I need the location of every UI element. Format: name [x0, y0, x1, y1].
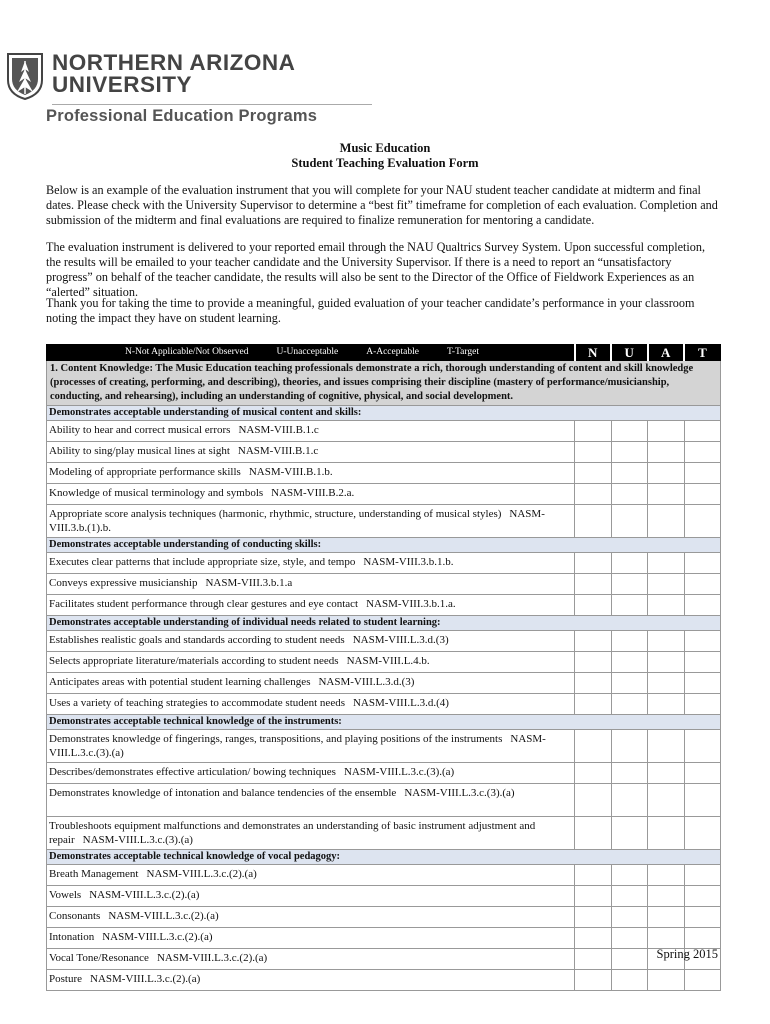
rating-cell-t[interactable]: [684, 673, 721, 694]
rating-cell-t[interactable]: [684, 784, 721, 817]
nasm-code: NASM-VIII.L.3.c.(3).(a): [49, 733, 546, 759]
rating-cell-n[interactable]: [575, 463, 612, 484]
rating-cell-a[interactable]: [648, 421, 685, 442]
rating-cell-t[interactable]: [684, 763, 721, 784]
rating-cell-u[interactable]: [611, 763, 648, 784]
rating-cell-u[interactable]: [611, 949, 648, 970]
criterion-text: Vowels: [49, 889, 82, 901]
rating-cell-a[interactable]: [648, 574, 685, 595]
delivery-paragraph: The evaluation instrument is delivered to your reported email through the NAU Qualtrics Survey System. Upon successful completion, the results will be emailed to your teacher candidate and the University Supervisor. If there is a need to report an “unsatisfactory progress” on behalf of the teacher candidate, the results will also be sent to the Director of the Office of Fieldwork Experiences as an “alerted” situation.: [46, 240, 705, 299]
criterion-row: [47, 865, 721, 886]
criterion-text: Ability to hear and correct musical errors: [49, 424, 231, 436]
section-heading-row: [47, 850, 721, 865]
rating-cell-a[interactable]: [648, 442, 685, 463]
rating-cell-u[interactable]: [611, 694, 648, 715]
rating-cell-a[interactable]: [648, 673, 685, 694]
rating-cell-t[interactable]: [684, 970, 721, 991]
rating-cell-t[interactable]: [684, 730, 721, 763]
criterion-row: [47, 484, 721, 505]
rating-cell-a[interactable]: [648, 553, 685, 574]
nasm-code: NASM-VIII.L.3.d.(3): [352, 634, 449, 646]
criterion-text: Vocal Tone/Resonance: [49, 952, 149, 964]
rating-cell-u[interactable]: [611, 865, 648, 886]
nasm-code: NASM-VIII.L.3.c.(2).(a): [89, 889, 200, 901]
criterion-text: Executes clear patterns that include appropriate size, style, and tempo: [49, 556, 356, 568]
column-t: T: [684, 345, 721, 361]
criterion-text: Appropriate score analysis techniques (harmonic, rhythmic, structure, understanding of musical styles): [49, 508, 502, 520]
column-n: N: [575, 345, 612, 361]
legend-t: T-Target: [446, 347, 480, 357]
rating-cell-n[interactable]: [575, 784, 612, 817]
rating-cell-n[interactable]: [575, 652, 612, 673]
section-heading-row: [47, 715, 721, 730]
rating-cell-t[interactable]: [684, 652, 721, 673]
rating-cell-u[interactable]: [611, 484, 648, 505]
footer-term: Spring 2015: [656, 947, 718, 961]
criterion-text: Describes/demonstrates effective articulation/ bowing techniques: [49, 766, 336, 778]
rating-cell-n[interactable]: [575, 484, 612, 505]
section-heading-row: [47, 616, 721, 631]
rating-cell-u[interactable]: [611, 907, 648, 928]
criterion-text: Anticipates areas with potential student learning challenges: [49, 676, 311, 688]
nasm-code: NASM-VIII.L.4.b.: [346, 655, 430, 667]
rating-cell-t[interactable]: [684, 484, 721, 505]
rating-cell-u[interactable]: [611, 817, 648, 850]
nau-shield-icon: [6, 52, 44, 100]
criterion-row: [47, 784, 721, 817]
criterion-description: [47, 484, 575, 505]
criterion-description: [47, 595, 575, 616]
evaluation-table: [46, 344, 721, 991]
criterion-text: Demonstrates knowledge of intonation and balance tendencies of the ensemble: [49, 787, 397, 799]
rating-cell-t[interactable]: [684, 421, 721, 442]
university-name-line2: UNIVERSITY: [52, 72, 193, 97]
nasm-code: NASM-VIII.L.3.c.(2).(a): [102, 931, 213, 943]
criterion-row: [47, 574, 721, 595]
university-name-line1: NORTHERN ARIZONA: [52, 50, 296, 75]
rating-cell-t[interactable]: [684, 928, 721, 949]
nasm-code: NASM-VIII.L.3.d.(4): [352, 697, 449, 709]
rating-cell-n[interactable]: [575, 595, 612, 616]
rating-cell-u[interactable]: [611, 631, 648, 652]
criterion-text: Selects appropriate literature/materials according to student needs: [49, 655, 339, 667]
rating-cell-u[interactable]: [611, 574, 648, 595]
criterion-row: [47, 730, 721, 763]
rating-cell-n[interactable]: [575, 865, 612, 886]
criterion-description: [47, 970, 575, 991]
rating-cell-t[interactable]: [684, 886, 721, 907]
rating-cell-u[interactable]: [611, 886, 648, 907]
criterion-row: [47, 970, 721, 991]
column-u: U: [611, 345, 648, 361]
criterion-description: [47, 907, 575, 928]
criterion-text: Uses a variety of teaching strategies to accommodate student needs: [49, 697, 345, 709]
criterion-text: Facilitates student performance through clear gestures and eye contact: [49, 598, 359, 610]
rating-cell-u[interactable]: [611, 928, 648, 949]
rating-cell-n[interactable]: [575, 817, 612, 850]
rating-cell-a[interactable]: [648, 865, 685, 886]
criterion-row: [47, 553, 721, 574]
section-heading: Demonstrates acceptable technical knowledge of vocal pedagogy:: [47, 850, 721, 865]
criterion-text: Conveys expressive musicianship: [49, 577, 198, 589]
rating-cell-u[interactable]: [611, 652, 648, 673]
rating-cell-a[interactable]: [648, 730, 685, 763]
criterion-description: [47, 631, 575, 652]
rating-cell-u[interactable]: [611, 553, 648, 574]
criterion-description: [47, 865, 575, 886]
criterion-text: Breath Management: [49, 868, 139, 880]
nasm-code: NASM-VIII.3.b.(1).b.: [49, 508, 545, 534]
rating-cell-n[interactable]: [575, 730, 612, 763]
nasm-code: NASM-VIII.B.2.a.: [271, 487, 355, 499]
rating-cell-u[interactable]: [611, 505, 648, 538]
legend-n: N-Not Applicable/Not Observed: [125, 347, 249, 357]
criterion-row: [47, 928, 721, 949]
rating-cell-n[interactable]: [575, 886, 612, 907]
criterion-text: Demonstrates knowledge of fingerings, ranges, transpositions, and playing positions of the instruments: [49, 733, 503, 745]
rating-cell-n[interactable]: [575, 631, 612, 652]
program-name: Professional Education Programs: [46, 107, 318, 125]
nasm-code: NASM-VIII.3.b.1.a: [205, 577, 293, 589]
nasm-code: NASM-VIII.L.3.c.(3).(a): [343, 766, 455, 778]
criterion-row: [47, 595, 721, 616]
rating-cell-n[interactable]: [575, 907, 612, 928]
rating-cell-n[interactable]: [575, 421, 612, 442]
rating-cell-a[interactable]: [648, 817, 685, 850]
rating-cell-a[interactable]: [648, 595, 685, 616]
rating-legend: [47, 345, 575, 361]
rating-cell-n[interactable]: [575, 970, 612, 991]
rating-cell-n[interactable]: [575, 949, 612, 970]
criterion-row: [47, 886, 721, 907]
section-heading: Demonstrates acceptable understanding of individual needs related to student learning:: [47, 616, 721, 631]
criterion-description: [47, 673, 575, 694]
criterion-description: [47, 652, 575, 673]
thanks-paragraph: Thank you for taking the time to provide a meaningful, guided evaluation of your teacher candidate’s performance in your classroom noting the impact they have on student learning.: [46, 296, 695, 325]
rating-cell-u[interactable]: [611, 784, 648, 817]
rating-cell-n[interactable]: [575, 442, 612, 463]
criterion-description: [47, 949, 575, 970]
criterion-row: [47, 505, 721, 538]
rating-cell-n[interactable]: [575, 694, 612, 715]
rating-cell-a[interactable]: [648, 463, 685, 484]
rating-cell-t[interactable]: [684, 907, 721, 928]
criterion-description: [47, 730, 575, 763]
criterion-row: [47, 463, 721, 484]
rating-cell-t[interactable]: [684, 553, 721, 574]
nasm-code: NASM-VIII.L.3.c.(2).(a): [156, 952, 268, 964]
rating-cell-a[interactable]: [648, 652, 685, 673]
rating-cell-u[interactable]: [611, 673, 648, 694]
nasm-code: NASM-VIII.B.1.c: [237, 445, 319, 457]
section-heading: Demonstrates acceptable understanding of musical content and skills:: [47, 406, 721, 421]
criterion-row: [47, 652, 721, 673]
rating-cell-t[interactable]: [684, 595, 721, 616]
nasm-code: NASM-VIII.L.3.c.(3).(a): [404, 787, 515, 799]
rating-cell-t[interactable]: [684, 463, 721, 484]
form-title-line1: Music Education: [339, 141, 431, 155]
section-heading: Demonstrates acceptable understanding of conducting skills:: [47, 538, 721, 553]
section-heading-row: [47, 406, 721, 421]
rating-cell-n[interactable]: [575, 553, 612, 574]
nasm-code: NASM-VIII.L.3.c.(2).(a): [146, 868, 257, 880]
criterion-row: [47, 673, 721, 694]
criterion-row: [47, 817, 721, 850]
rating-cell-n[interactable]: [575, 574, 612, 595]
rating-cell-a[interactable]: [648, 505, 685, 538]
nasm-code: NASM-VIII.L.3.c.(3).(a): [82, 834, 193, 846]
criterion-text: Establishes realistic goals and standards according to student needs: [49, 634, 345, 646]
nau-logo: [6, 50, 376, 130]
rating-cell-a[interactable]: [648, 631, 685, 652]
criterion-row: [47, 421, 721, 442]
rating-cell-n[interactable]: [575, 673, 612, 694]
rating-cell-a[interactable]: [648, 928, 685, 949]
rating-cell-a[interactable]: [648, 784, 685, 817]
rating-cell-a[interactable]: [648, 694, 685, 715]
rating-cell-t[interactable]: [684, 694, 721, 715]
rating-cell-t[interactable]: [684, 865, 721, 886]
criterion-description: [47, 928, 575, 949]
rating-cell-n[interactable]: [575, 505, 612, 538]
criterion-text: Consonants: [49, 910, 101, 922]
criterion-description: [47, 817, 575, 850]
nasm-code: NASM-VIII.L.3.c.(2).(a): [108, 910, 219, 922]
legend-a: A-Acceptable: [366, 347, 419, 357]
criterion-text: Intonation: [49, 931, 95, 943]
criterion-row: [47, 763, 721, 784]
rating-cell-u[interactable]: [611, 421, 648, 442]
criterion-text: Posture: [49, 973, 82, 985]
criterion-text: Troubleshoots equipment malfunctions and demonstrates an understanding of basic instrument adjustment and repair: [49, 820, 536, 846]
rating-cell-u[interactable]: [611, 730, 648, 763]
criterion-description: [47, 784, 575, 817]
criterion-row: [47, 694, 721, 715]
form-title-line2: Student Teaching Evaluation Form: [291, 156, 479, 170]
criterion-text: Ability to sing/play musical lines at sight: [49, 445, 230, 457]
criterion-description: [47, 886, 575, 907]
rating-cell-a[interactable]: [648, 907, 685, 928]
criterion-description: [47, 574, 575, 595]
rating-cell-a[interactable]: [648, 484, 685, 505]
nasm-code: NASM-VIII.3.b.1.b.: [363, 556, 454, 568]
section-heading: Demonstrates acceptable technical knowledge of the instruments:: [47, 715, 721, 730]
rating-cell-t[interactable]: [684, 505, 721, 538]
criterion-description: [47, 442, 575, 463]
criterion-description: [47, 553, 575, 574]
criterion-row: [47, 907, 721, 928]
rating-cell-t[interactable]: [684, 442, 721, 463]
rating-cell-n[interactable]: [575, 763, 612, 784]
criterion-description: [47, 505, 575, 538]
section-heading-row: [47, 538, 721, 553]
rating-cell-t[interactable]: [684, 631, 721, 652]
standard-text: 1. Content Knowledge: The Music Education teaching professionals demonstrate a rich, thorough understanding of content and skill knowledge (processes of creating, performing, and describing), theories, and issues comprising their discipline (mastery of performance/musicianship, conducting, and rehearsing), including an understanding of cognitive, physical, and social development.: [47, 361, 721, 406]
legend-u: U-Unacceptable: [276, 347, 339, 357]
intro-paragraph: Below is an example of the evaluation instrument that you will complete for your NAU student teacher candidate at midterm and final dates. Please check with the University Supervisor to determine a “best fit” timeframe for completion of each evaluation. Completion and submission of the midterm and final evaluations are required to finalize remuneration for mentoring a candidate.: [46, 183, 718, 227]
criterion-description: [47, 421, 575, 442]
criterion-description: [47, 463, 575, 484]
standard-row: [47, 361, 721, 406]
rating-cell-u[interactable]: [611, 595, 648, 616]
column-a: A: [648, 345, 685, 361]
criterion-row: [47, 631, 721, 652]
criterion-description: [47, 694, 575, 715]
rating-cell-a[interactable]: [648, 763, 685, 784]
nasm-code: NASM-VIII.B.1.c: [238, 424, 319, 436]
criterion-row: [47, 442, 721, 463]
rating-header-row: [47, 345, 721, 361]
rating-cell-n[interactable]: [575, 928, 612, 949]
rating-cell-a[interactable]: [648, 886, 685, 907]
rating-cell-t[interactable]: [684, 817, 721, 850]
criterion-row: [47, 949, 721, 970]
nasm-code: NASM-VIII.L.3.c.(2).(a): [90, 973, 201, 985]
criterion-description: [47, 763, 575, 784]
rating-cell-u[interactable]: [611, 442, 648, 463]
rating-cell-a[interactable]: [648, 970, 685, 991]
criterion-text: Modeling of appropriate performance skills: [49, 466, 241, 478]
nasm-code: NASM-VIII.3.b.1.a.: [366, 598, 456, 610]
nasm-code: NASM-VIII.B.1.b.: [248, 466, 333, 478]
header-divider: [52, 104, 372, 105]
nasm-code: NASM-VIII.L.3.d.(3): [318, 676, 415, 688]
rating-cell-u[interactable]: [611, 970, 648, 991]
rating-cell-u[interactable]: [611, 463, 648, 484]
criterion-text: Knowledge of musical terminology and symbols: [49, 487, 264, 499]
rating-cell-t[interactable]: [684, 574, 721, 595]
